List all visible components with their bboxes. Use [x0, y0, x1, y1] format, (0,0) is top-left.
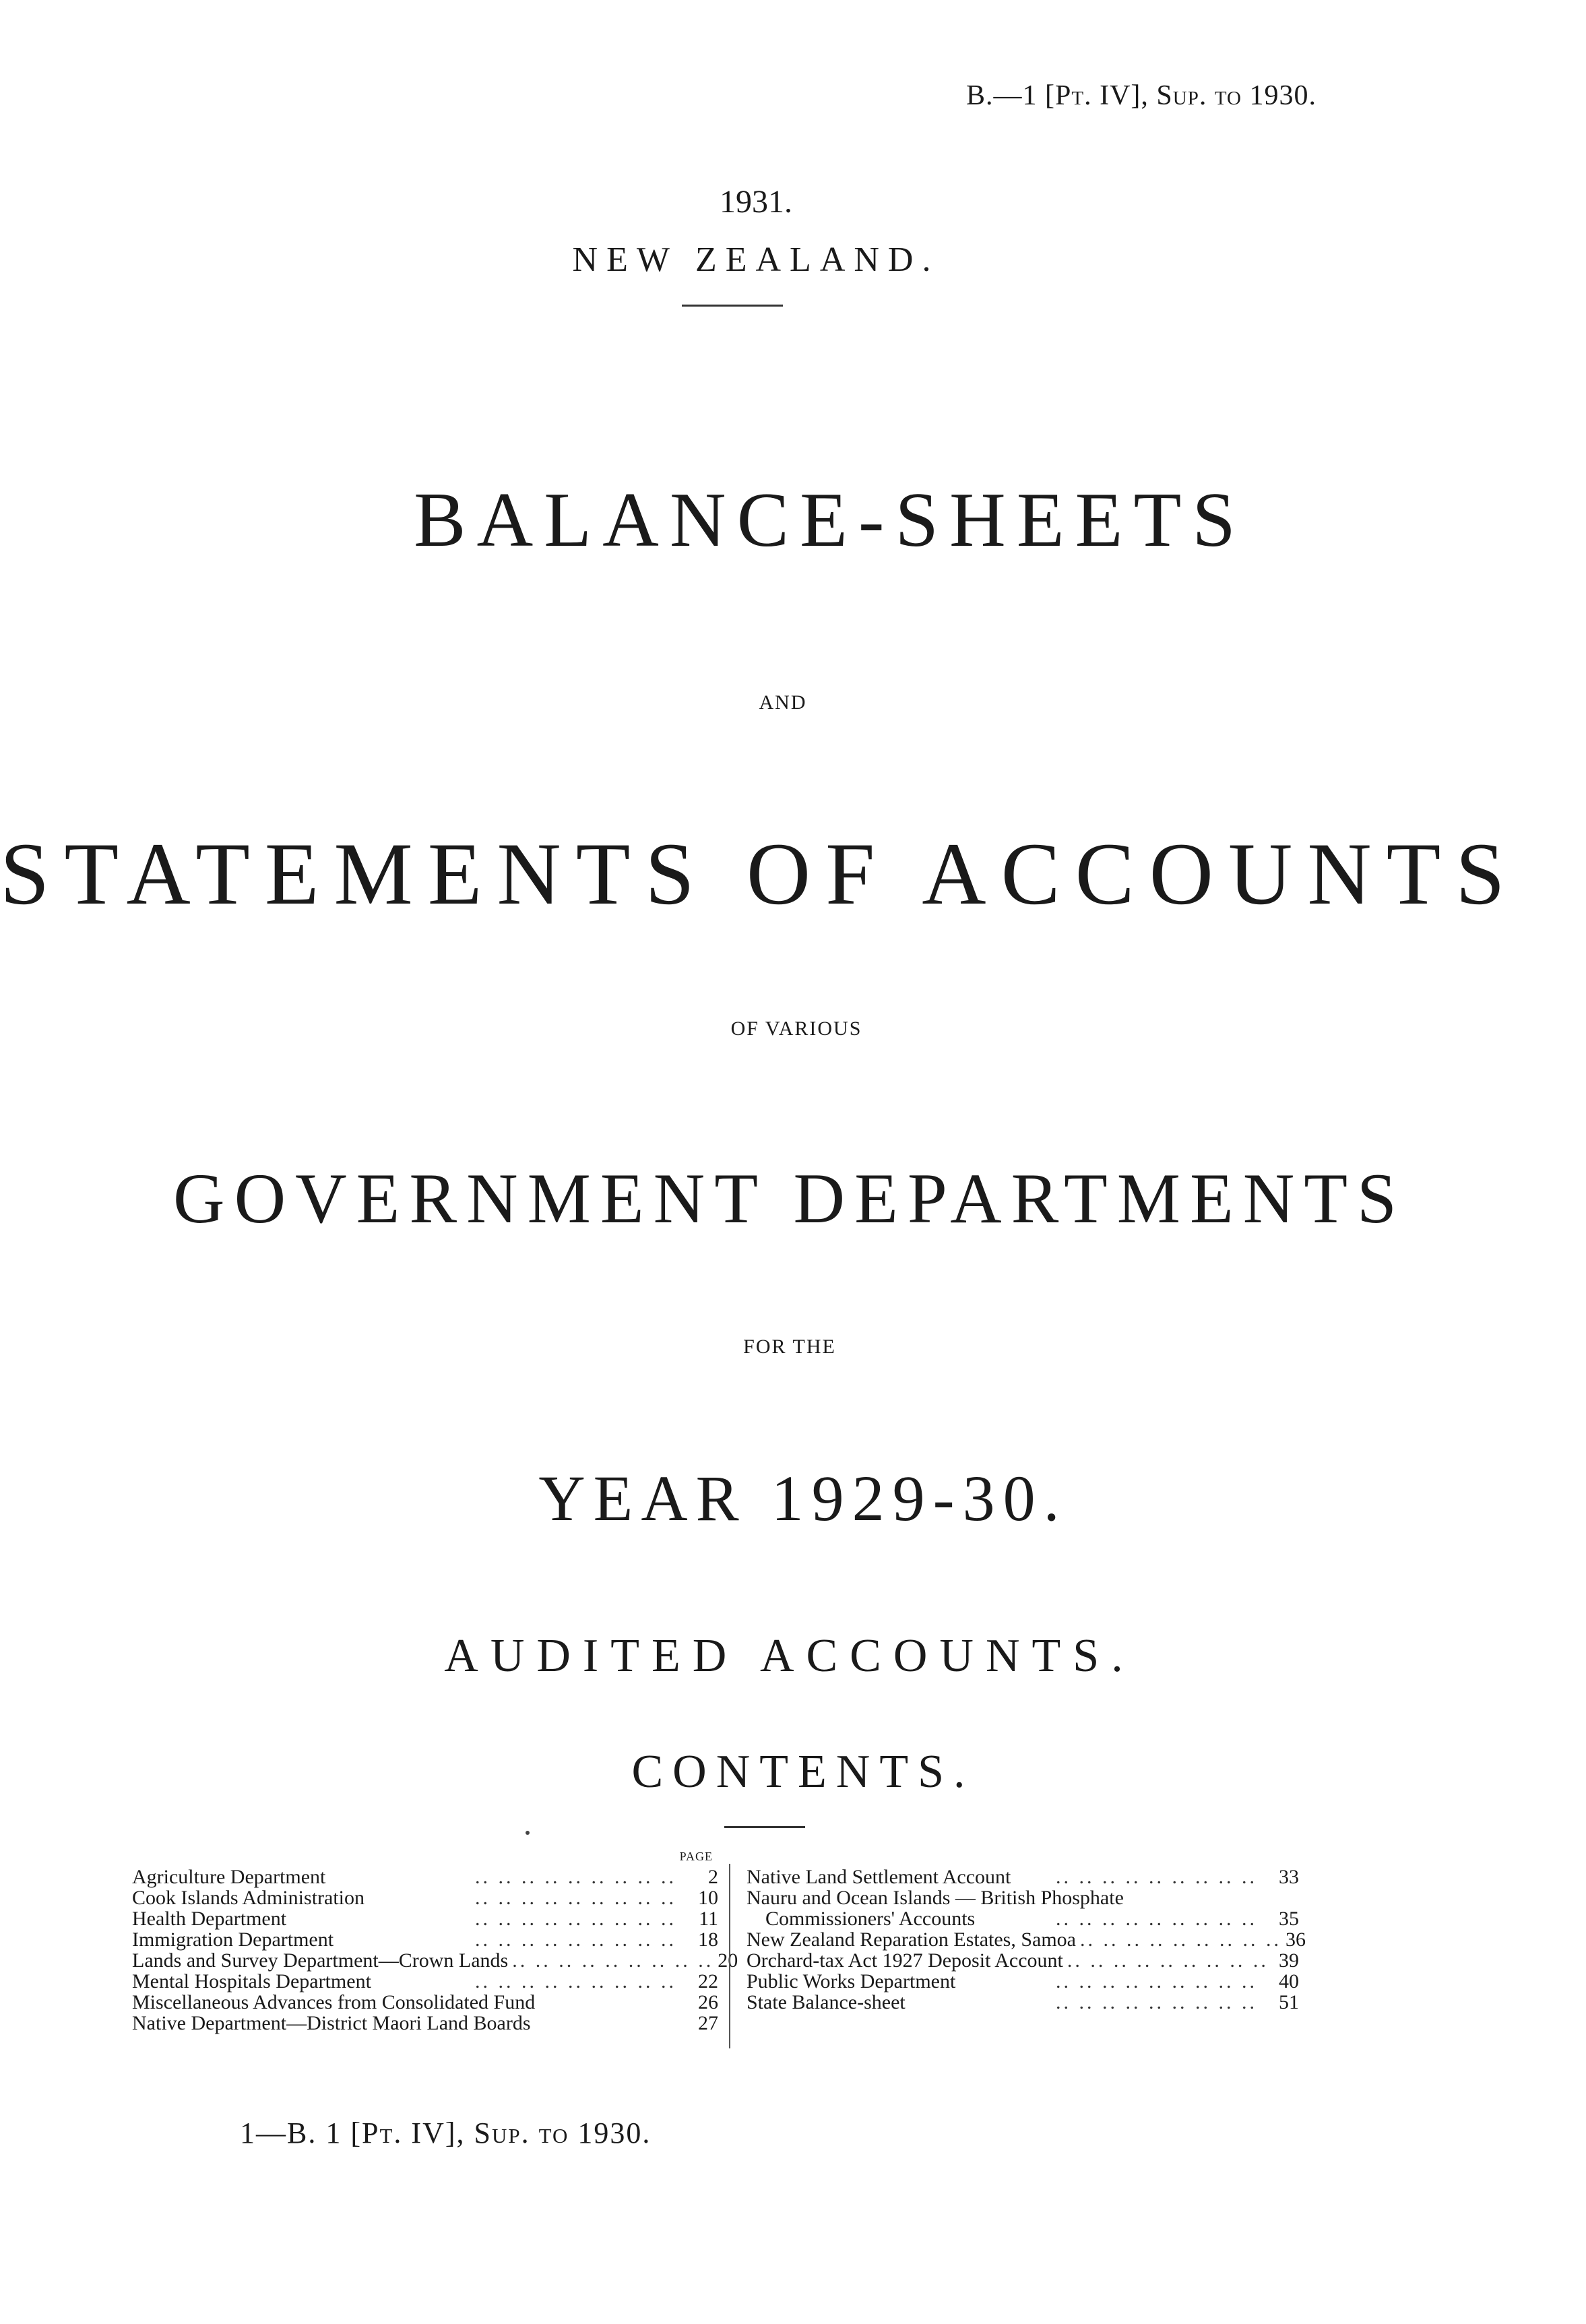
toc-entry: [132, 1971, 718, 1992]
toc-entry-label: Health Department: [132, 1908, 287, 1930]
toc-entry-page: 10: [698, 1887, 718, 1909]
toc-entry-page: 18: [698, 1928, 718, 1951]
toc-entry-page: 33: [1279, 1866, 1299, 1888]
toc-entry-label: Nauru and Ocean Islands — British Phosphate: [747, 1887, 1124, 1909]
of-various: OF VARIOUS: [730, 1017, 862, 1040]
title-statements-of-accounts: STATEMENTS OF ACCOUNTS: [0, 824, 1520, 923]
toc-entry: [747, 1887, 1299, 1908]
toc-entry-label: Lands and Survey Department—Crown Lands: [132, 1949, 509, 1972]
toc-entry-page: 40: [1279, 1970, 1299, 1992]
toc-entry-page: 2: [708, 1866, 718, 1888]
toc-entry-label: Native Land Settlement Account: [747, 1866, 1011, 1888]
toc-column-divider: [729, 1864, 730, 2048]
toc-entry-label: Public Works Department: [747, 1970, 956, 1992]
country-heading: NEW ZEALAND.: [572, 241, 940, 279]
header-ref-prefix: B.—1 [: [966, 80, 1056, 111]
toc-right-column: [747, 1866, 1306, 2013]
toc-entry: [132, 1908, 718, 1929]
footer-ref-to: to: [530, 2116, 578, 2149]
toc-entry-page: 26: [698, 1991, 718, 2013]
toc-entry-label: New Zealand Reparation Estates, Samoa: [747, 1928, 1076, 1951]
footer-ref-mid: IV],: [402, 2116, 474, 2149]
toc-entry: [132, 1949, 738, 1972]
toc-leader: .. .. .. .. .. .. .. .. ..: [475, 1908, 676, 1930]
toc-leader: .. .. .. .. .. .. .. .. ..: [475, 1928, 676, 1951]
toc-entry: [747, 1928, 1306, 1951]
footer-ref-pt: Pt.: [362, 2116, 403, 2149]
toc-entry-label: Immigration Department: [132, 1928, 334, 1951]
conjunction-and: AND: [759, 691, 807, 714]
toc-leader: .. .. .. .. .. .. .. .. ..: [475, 1970, 676, 1992]
header-ref-sup: Sup.: [1156, 80, 1207, 111]
footer-ref-year: 1930.: [577, 2116, 652, 2149]
toc-entry: [747, 1971, 1299, 1992]
footer-reference: [240, 2116, 651, 2150]
toc-entry-label: Commissioners' Accounts: [765, 1908, 976, 1930]
toc-entry-label: State Balance-sheet: [747, 1991, 906, 2013]
toc-entry-page: 35: [1279, 1908, 1299, 1930]
toc-entry-page: 22: [698, 1970, 718, 1992]
toc-entry-page: 39: [1279, 1949, 1299, 1972]
toc-entry-continued: [747, 1908, 1299, 1929]
toc-leader: .. .. .. .. .. .. .. .. ..: [475, 1866, 676, 1888]
contents-heading: CONTENTS.: [631, 1746, 975, 1798]
toc-entry: [747, 1950, 1299, 1971]
header-ref-to: to: [1207, 80, 1250, 111]
toc-entry-page: 20: [718, 1949, 738, 1972]
toc-entry: [747, 1866, 1299, 1887]
toc-leader: .. .. .. .. .. .. .. .. ..: [1056, 1970, 1257, 1992]
header-reference: [966, 80, 1317, 112]
toc-entry-page: 51: [1279, 1991, 1299, 2013]
footer-ref-sup: Sup.: [474, 2116, 530, 2149]
toc-entry-page: 36: [1286, 1928, 1306, 1951]
year-top: 1931.: [720, 184, 792, 220]
for-the: FOR THE: [743, 1336, 836, 1358]
toc-entry-label: Miscellaneous Advances from Consolidated Fund: [132, 1991, 536, 2013]
toc-leader: .. .. .. .. .. .. .. .. ..: [1056, 1991, 1257, 2013]
toc-entry: [132, 1866, 718, 1887]
contents-rule: [724, 1826, 805, 1828]
toc-entry-label: Mental Hospitals Department: [132, 1970, 371, 1992]
divider-rule: [682, 305, 783, 307]
header-ref-mid: IV],: [1091, 80, 1157, 111]
toc-leader: .. .. .. .. .. .. .. .. ..: [1067, 1949, 1269, 1972]
toc-left-column: [132, 1846, 738, 2034]
toc-entry: [132, 1992, 718, 2013]
header-ref-year: 1930.: [1249, 80, 1317, 111]
toc-entry: [747, 1992, 1299, 2013]
toc-entry-label: Native Department—District Maori Land Boards: [132, 2012, 531, 2034]
toc-entry: [132, 1929, 718, 1950]
toc-leader: .. .. .. .. .. .. .. .. ..: [1080, 1928, 1281, 1951]
toc-entry: [132, 1887, 718, 1908]
toc-entry: [132, 2013, 718, 2034]
toc-leader: .. .. .. .. .. .. .. .. ..: [1056, 1866, 1257, 1888]
decorative-dot: [526, 1831, 530, 1835]
title-government-departments: GOVERNMENT DEPARTMENTS: [173, 1159, 1406, 1238]
toc-leader: .. .. .. .. .. .. .. .. ..: [1056, 1908, 1257, 1930]
header-ref-pt: Pt.: [1055, 80, 1092, 111]
toc-page-header: PAGE: [679, 1850, 713, 1863]
title-balance-sheets: BALANCE-SHEETS: [414, 477, 1246, 563]
toc-entry-label: Agriculture Department: [132, 1866, 326, 1888]
year-heading: YEAR 1929-30.: [538, 1462, 1068, 1534]
footer-ref-prefix: 1—B. 1 [: [240, 2116, 362, 2149]
toc-entry-page: 27: [698, 2012, 718, 2034]
toc-leader: .. .. .. .. .. .. .. .. ..: [512, 1949, 714, 1972]
toc-entry-page: 11: [699, 1908, 718, 1930]
toc-entry-label: Cook Islands Administration: [132, 1887, 364, 1909]
toc-leader: .. .. .. .. .. .. .. .. ..: [475, 1887, 676, 1909]
audited-accounts-heading: AUDITED ACCOUNTS.: [444, 1630, 1135, 1682]
toc-entry-label: Orchard-tax Act 1927 Deposit Account: [747, 1949, 1063, 1972]
